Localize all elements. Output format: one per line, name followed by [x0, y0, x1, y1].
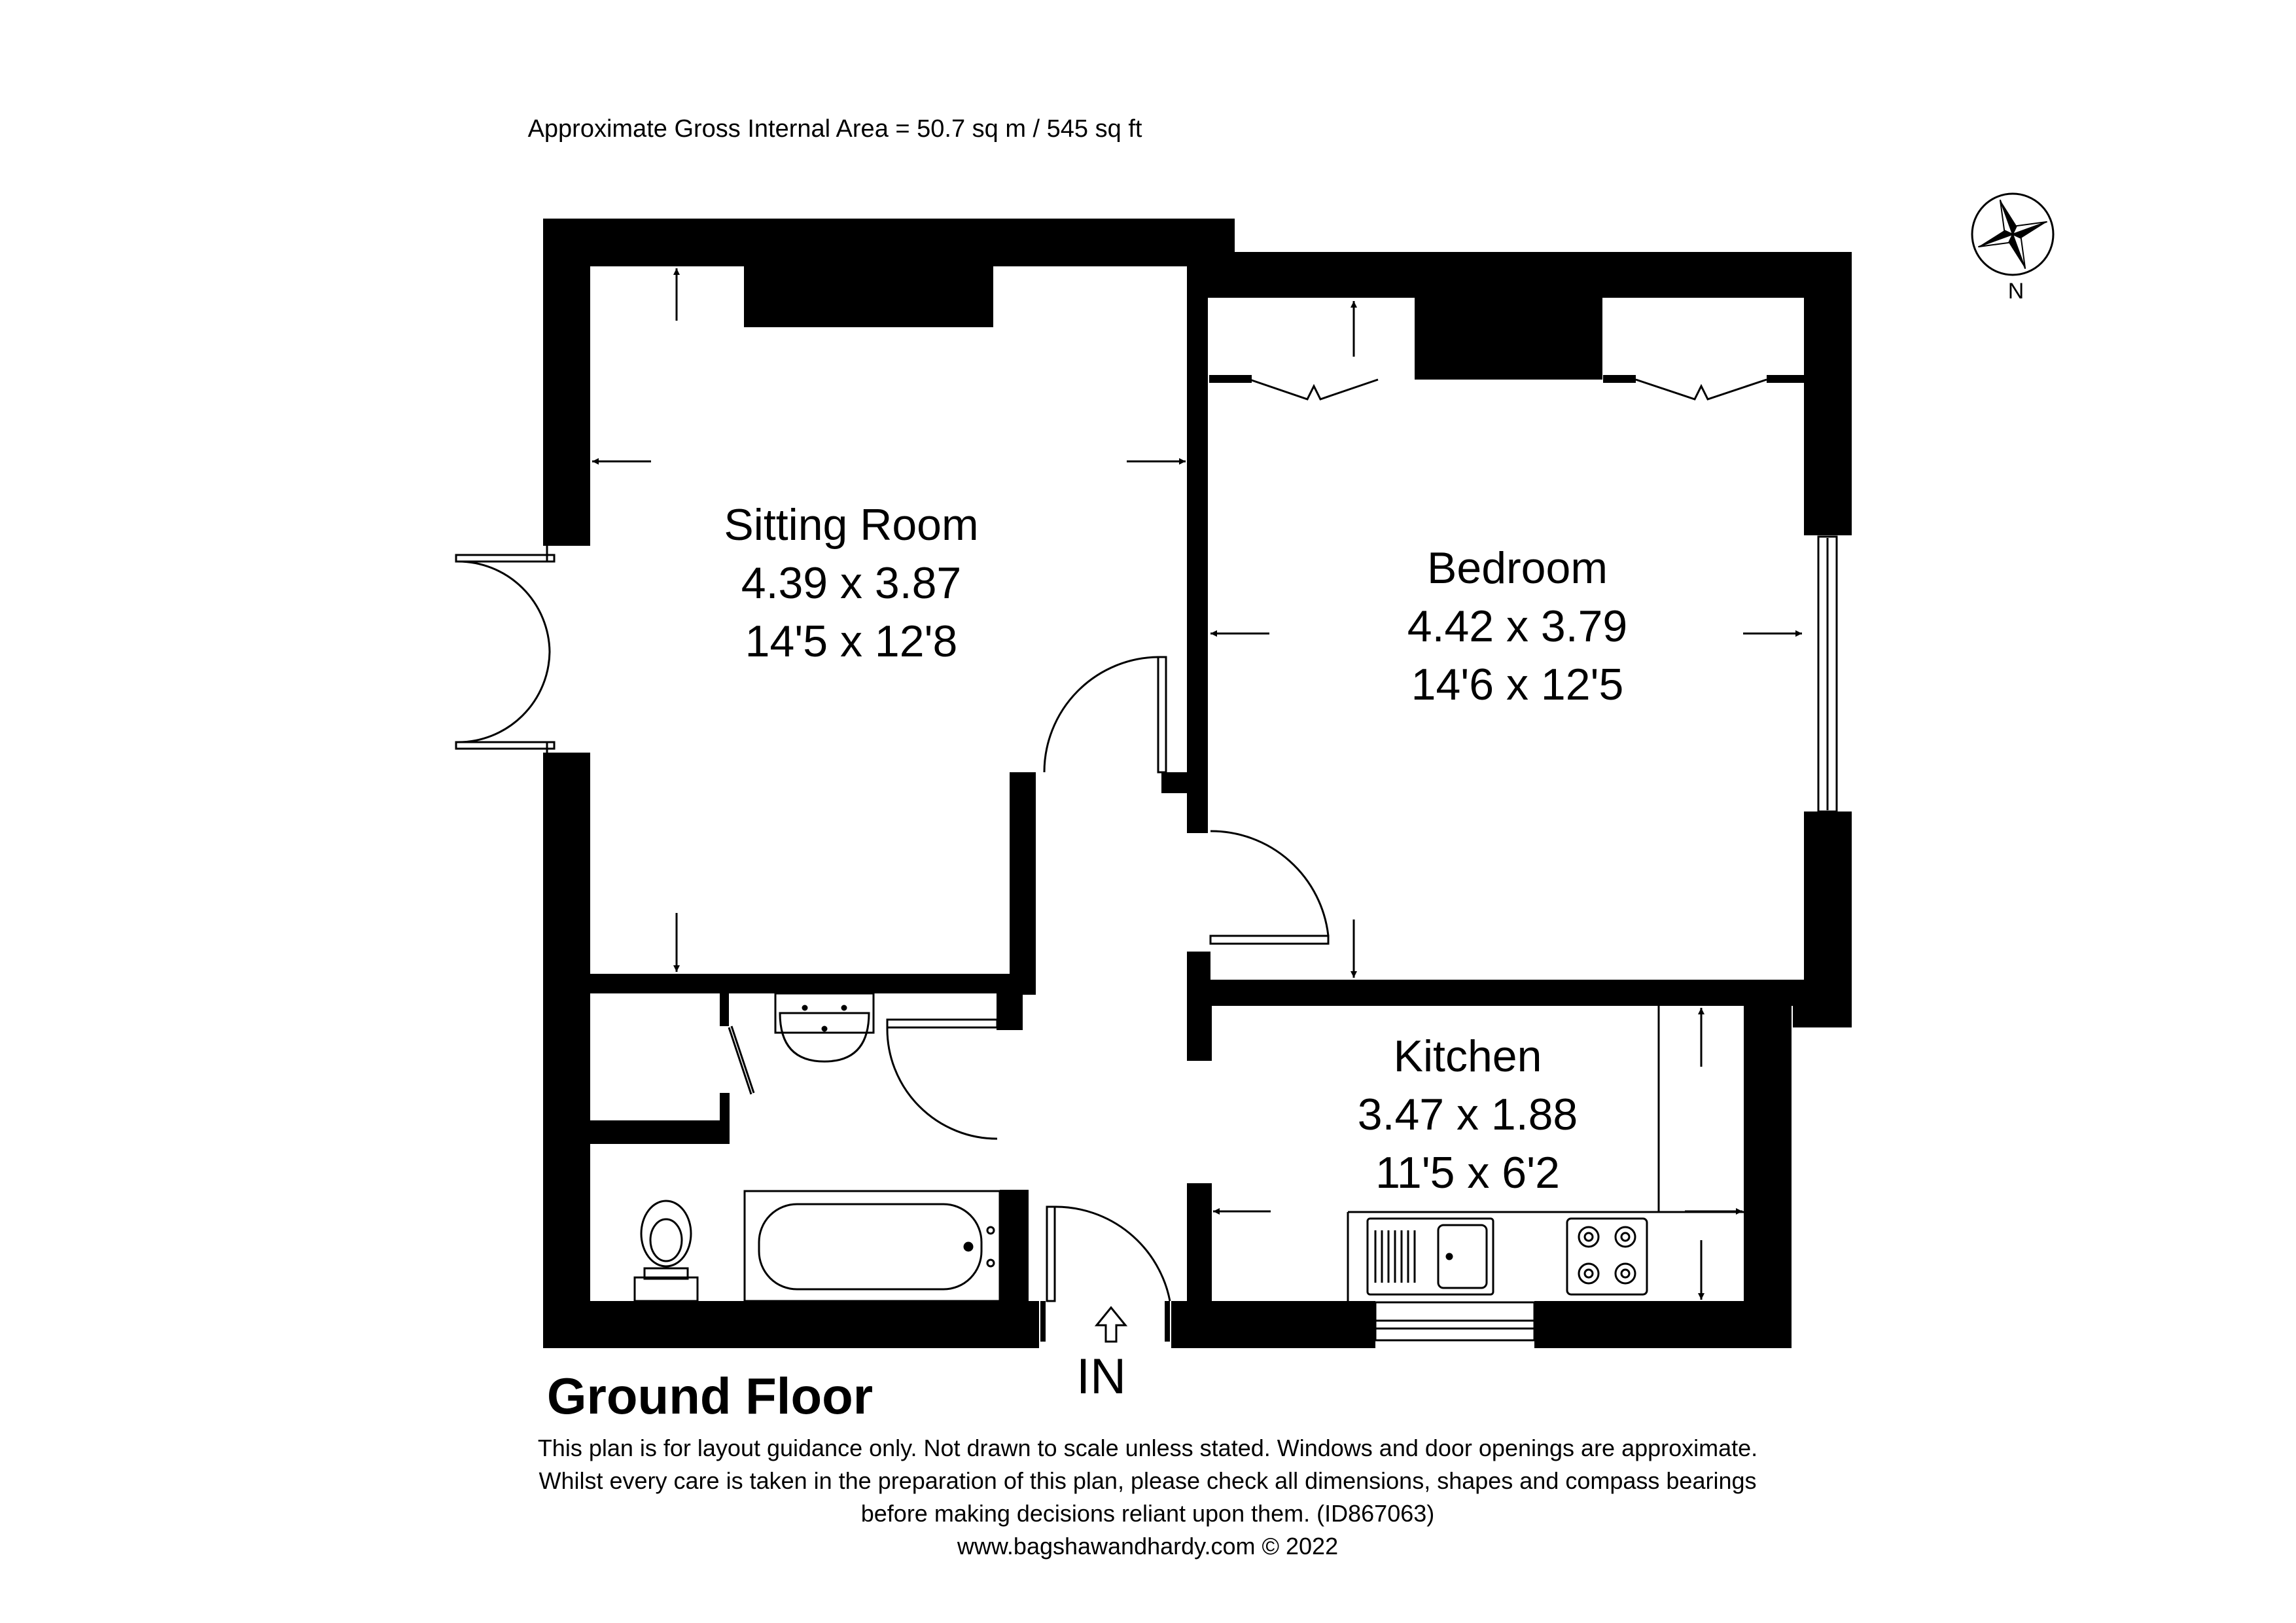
room-size-metric: 3.47 x 1.88 — [1357, 1090, 1578, 1139]
door-entrance — [1047, 1207, 1170, 1301]
walls — [543, 219, 1852, 1348]
wardrobe-doors — [1250, 380, 1767, 399]
room-size-imperial: 11'5 x 6'2 — [1375, 1148, 1560, 1198]
washbasin-icon — [775, 993, 874, 1061]
website-copyright: www.bagshawandhardy.com © 2022 — [957, 1533, 1339, 1560]
wall-cupboard-bottom — [589, 1120, 730, 1144]
wall-bottom-kitchen-right — [1534, 1301, 1792, 1348]
door-jamb-right — [1165, 1301, 1170, 1342]
entrance-label: IN — [1076, 1349, 1126, 1404]
floor-title: Ground Floor — [546, 1367, 874, 1425]
room-name: Kitchen — [1393, 1031, 1542, 1081]
wardrobe-header-right — [1603, 375, 1636, 383]
sink-icon — [1368, 1219, 1493, 1294]
room-name: Bedroom — [1427, 543, 1608, 593]
wall-partition-stub — [1161, 772, 1189, 793]
room-size-metric: 4.42 x 3.79 — [1407, 601, 1628, 651]
door-cupboard — [729, 1026, 754, 1094]
wall-kitchen-left-upper — [1187, 987, 1212, 1061]
toilet-icon — [635, 1201, 698, 1301]
wall-bottom-kitchen-left — [1171, 1301, 1375, 1348]
compass-north-label: N — [2007, 279, 2024, 304]
disclaimer-line: This plan is for layout guidance only. Not drawn to scale unless stated. Windows and door openings are approximate. — [537, 1435, 1758, 1461]
wall-bedroom-top — [1190, 252, 1852, 298]
room-size-imperial: 14'5 x 12'8 — [745, 616, 958, 666]
room-size-metric: 4.39 x 3.87 — [741, 558, 962, 608]
wall-bedroom-kitchen — [1210, 980, 1806, 1006]
disclaimer-line: before making decisions reliant upon them. (ID867063) — [860, 1500, 1435, 1527]
french-doors — [456, 544, 554, 759]
room-label-sitting-room — [724, 496, 978, 671]
room-name: Sitting Room — [724, 500, 979, 550]
wall-sitting-left-upper — [543, 219, 590, 546]
wall-cupboard-stub — [720, 993, 729, 1026]
wall-bathroom-top — [997, 993, 1023, 1030]
chimney-breast-sitting — [744, 262, 993, 327]
door-sitting-room — [1044, 657, 1166, 772]
wall-sitting-left-lower — [543, 753, 590, 1348]
room-size-imperial: 14'6 x 12'5 — [1411, 660, 1624, 709]
wall-cupboard-side — [720, 1093, 730, 1144]
entrance-arrow-icon — [1097, 1308, 1125, 1342]
disclaimer — [538, 1432, 1757, 1563]
wall-bottom-left — [543, 1301, 1039, 1348]
room-label-bedroom — [1407, 539, 1627, 714]
compass-rose-icon — [1966, 187, 2060, 281]
wall-partition-lower — [1187, 774, 1208, 833]
wall-kitchen-right — [1744, 1005, 1792, 1348]
chimney-breast-bedroom — [1415, 294, 1602, 380]
wall-sitting-top — [543, 219, 1235, 266]
bath-icon — [745, 1191, 1000, 1301]
gross-internal-area: Approximate Gross Internal Area = 50.7 sq m / 545 sq ft — [527, 115, 1142, 143]
door-bedroom — [1210, 831, 1328, 944]
door-jamb-left — [1040, 1301, 1046, 1342]
hob-icon — [1567, 1219, 1647, 1294]
wardrobe-header-far — [1767, 375, 1806, 383]
wall-bedroom-right-upper — [1804, 252, 1852, 535]
wall-sitting-bottom — [589, 974, 1021, 993]
wall-hall-left — [1010, 772, 1036, 995]
wardrobe-header-left — [1209, 375, 1252, 383]
disclaimer-line: Whilst every care is taken in the preparation of this plan, please check all dimensions, shapes and compass bearings — [539, 1467, 1757, 1494]
wall-bath-end — [1000, 1190, 1029, 1308]
door-bathroom — [887, 1020, 997, 1139]
wall-partition-upper — [1187, 266, 1208, 780]
room-label-kitchen — [1358, 1027, 1578, 1202]
